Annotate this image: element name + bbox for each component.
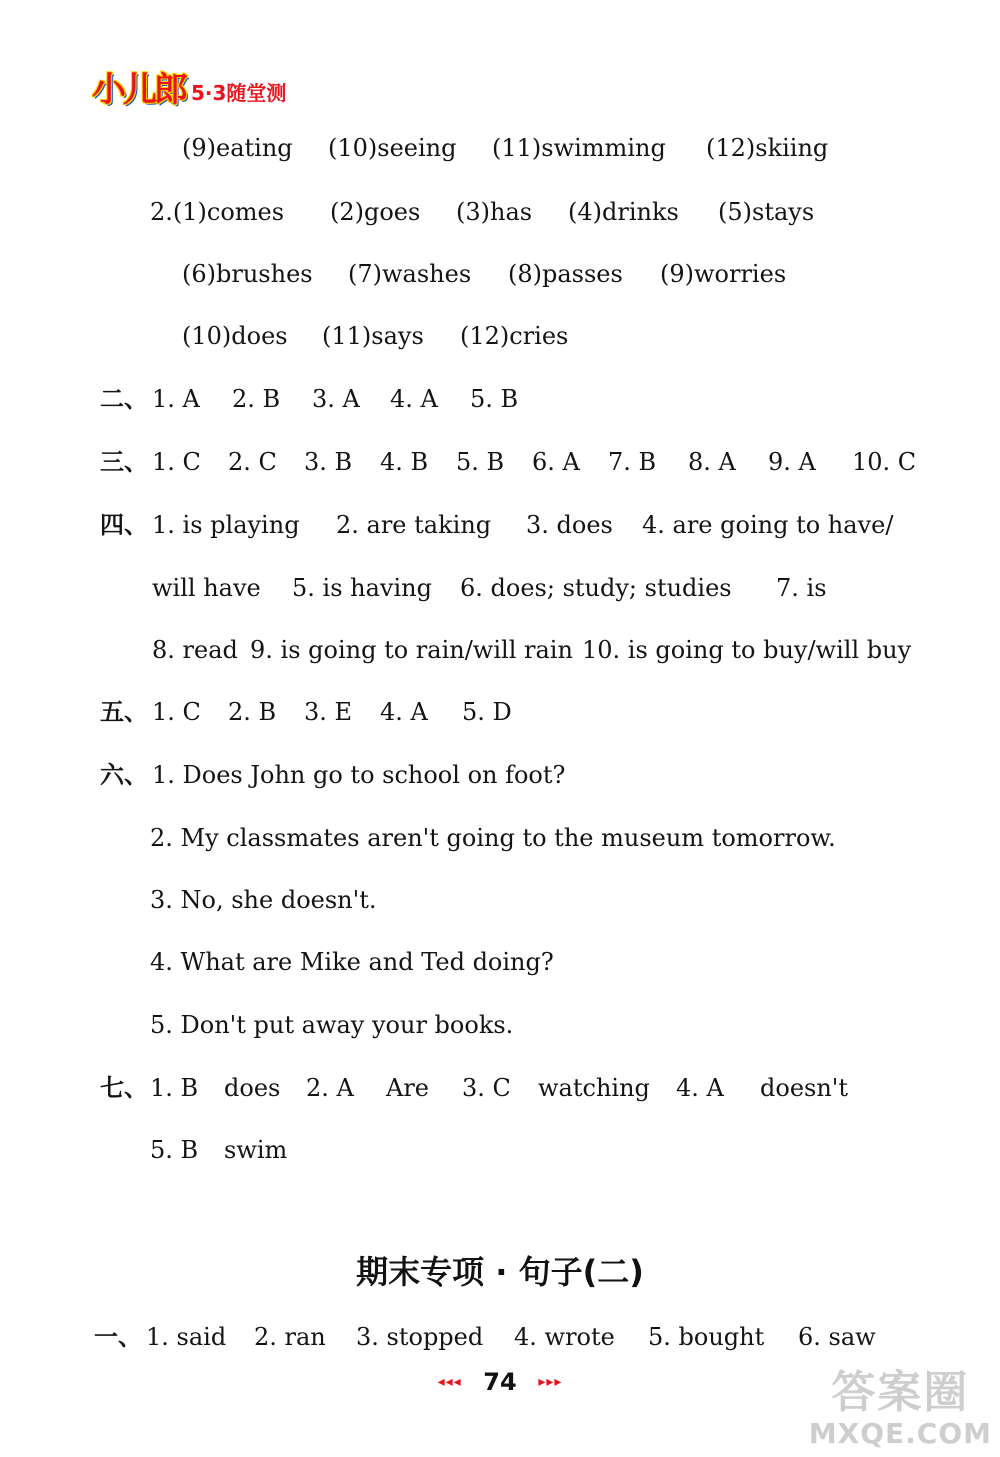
section-label: 二、	[100, 385, 148, 413]
answer-line	[150, 1134, 287, 1166]
answer-item: 1. is playing	[152, 511, 300, 539]
watermark-logo: 答案圈	[831, 1367, 970, 1418]
answer-item: 9. A	[768, 448, 816, 476]
answer-item: 5. bought	[648, 1323, 765, 1351]
answer-line	[150, 884, 377, 916]
answer-item: 7. is	[776, 574, 827, 602]
answer-line	[182, 258, 786, 290]
answer-item: (5)stays	[718, 198, 815, 226]
answer-item: 1. B	[150, 1074, 199, 1102]
answer-item: 1. C	[152, 448, 201, 476]
answer-item: (11)swimming	[492, 134, 666, 162]
answer-item: 2. B	[232, 385, 281, 413]
answer-item: 2. ran	[254, 1323, 326, 1351]
answer-item: swim	[224, 1136, 288, 1164]
brand-header	[92, 70, 286, 110]
answer-item: 8. A	[688, 448, 736, 476]
answer-line	[182, 320, 568, 352]
answer-item: (4)drinks	[568, 198, 679, 226]
answer-item: 4. are going to have/	[642, 511, 894, 539]
answer-item: 10. is going to buy/will buy	[582, 636, 912, 664]
answer-item: (9)eating	[182, 134, 293, 162]
answer-item: will have	[152, 574, 261, 602]
watermark	[809, 1367, 992, 1449]
answer-item: 8. read	[152, 636, 238, 664]
answer-item: 4. A	[676, 1074, 724, 1102]
answer-line	[94, 1321, 876, 1353]
answer-item: 3. No, she doesn't.	[150, 886, 377, 914]
watermark-url: MXQE.COM	[808, 1417, 992, 1450]
answer-item: 3. C	[462, 1074, 511, 1102]
answer-item: 2. C	[228, 448, 277, 476]
answer-line	[152, 572, 827, 604]
answer-line	[100, 383, 518, 415]
answer-item: 4. What are Mike and Ted doing?	[150, 948, 554, 976]
answer-item: (12)skiing	[706, 134, 829, 162]
answer-item: 6. saw	[798, 1323, 876, 1351]
section-label: 五、	[100, 698, 148, 726]
section-label: 三、	[100, 448, 148, 476]
answer-line	[150, 946, 554, 978]
previous-arrows-icon: ◂◂◂	[437, 1374, 462, 1390]
answer-item: (8)passes	[508, 260, 623, 288]
answer-item: (2)goes	[330, 198, 421, 226]
answer-line	[152, 634, 911, 666]
answer-item: 5. Don't put away your books.	[150, 1011, 514, 1039]
answer-item: 4. B	[380, 448, 429, 476]
answer-item: 1. C	[152, 698, 201, 726]
answer-line	[182, 132, 828, 164]
answer-item: (11)says	[322, 322, 424, 350]
answer-item: 3. stopped	[356, 1323, 484, 1351]
section-heading: 期末专项 · 句子(二)	[356, 1253, 644, 1291]
answer-item: 4. wrote	[514, 1323, 615, 1351]
answer-item: 5. B	[456, 448, 505, 476]
answer-item: 3. A	[312, 385, 360, 413]
answer-item: (9)worries	[660, 260, 787, 288]
answer-item: 5. is having	[292, 574, 432, 602]
answer-item: (7)washes	[348, 260, 472, 288]
answer-item: 5. B	[470, 385, 519, 413]
answer-item: 1. Does John go to school on foot?	[152, 761, 566, 789]
next-arrows-icon: ▸▸▸	[538, 1374, 563, 1390]
brand-subtitle: 5·3随堂测	[191, 81, 287, 105]
brand-logo: 小儿郎	[92, 70, 185, 110]
answer-item: 2. are taking	[336, 511, 492, 539]
answer-item: (3)has	[456, 198, 533, 226]
answer-item: 6. A	[532, 448, 580, 476]
answer-item: (10)does	[182, 322, 288, 350]
answer-item: 10. C	[852, 448, 917, 476]
answer-line	[150, 1009, 513, 1041]
section-label: 六、	[100, 761, 148, 789]
answer-item: 2. A	[306, 1074, 354, 1102]
answer-line	[100, 759, 565, 791]
answer-item: 1. A	[152, 385, 200, 413]
page-number: 74	[483, 1368, 517, 1396]
answer-item: 2. My classmates aren't going to the museum tomorrow.	[150, 824, 836, 852]
answer-item: 5. B	[150, 1136, 199, 1164]
answer-item: 3. B	[304, 448, 353, 476]
answer-item: 4. A	[380, 698, 428, 726]
section-label: 四、	[100, 511, 148, 539]
answer-item: Are	[386, 1074, 430, 1102]
answer-line	[100, 1072, 848, 1104]
answer-item: 9. is going to rain/will rain	[250, 636, 573, 664]
answer-item: does	[224, 1074, 281, 1102]
answer-item: (12)cries	[460, 322, 569, 350]
answer-item: (10)seeing	[328, 134, 457, 162]
answer-item: doesn't	[760, 1074, 849, 1102]
answer-line	[100, 509, 893, 541]
answer-item: 1. said	[146, 1323, 227, 1351]
answer-line	[150, 196, 814, 228]
answer-item: watching	[538, 1074, 650, 1102]
answer-line	[100, 696, 512, 728]
answer-line	[100, 446, 916, 478]
answer-line	[150, 822, 836, 854]
answer-item: 2. B	[228, 698, 277, 726]
answer-item: 7. B	[608, 448, 657, 476]
answer-item: 4. A	[390, 385, 438, 413]
section-label: 七、	[100, 1074, 148, 1102]
answer-item: 3. does	[526, 511, 613, 539]
answer-item: 5. D	[462, 698, 512, 726]
answer-item: (6)brushes	[182, 260, 313, 288]
section-label: 一、	[94, 1323, 142, 1351]
answer-item: 6. does; study; studies	[460, 574, 732, 602]
answer-item: 2.(1)comes	[150, 198, 285, 226]
answer-item: 3. E	[304, 698, 353, 726]
